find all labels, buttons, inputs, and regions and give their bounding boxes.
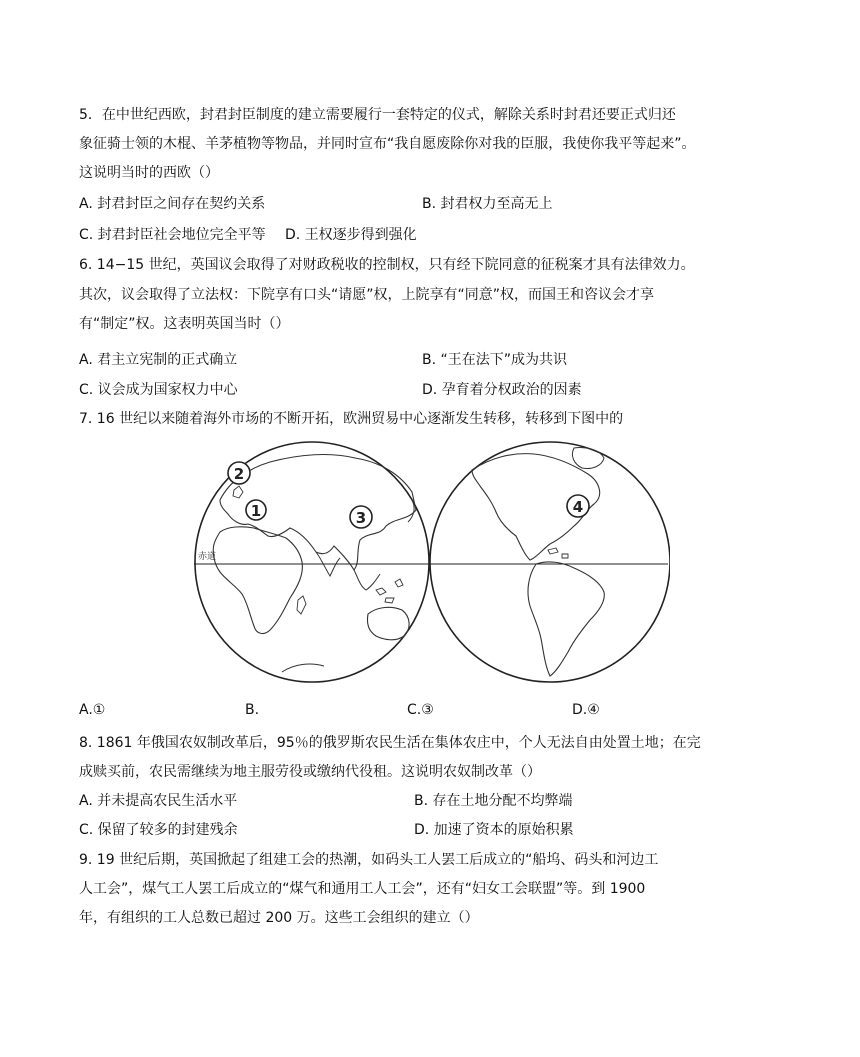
q7-option-a[interactable]: A.① [79,702,106,718]
marker-1 [246,500,266,520]
q8-option-c[interactable]: C. 保留了较多的封建残余 [79,822,238,838]
q8-stem-line-2: 成赎买前，农民需继续为地主服劳役或缴纳代役租。这说明农奴制改革（） [79,764,541,780]
q6-stem-line-2: 其次，议会取得了立法权：下院享有口头“请愿”权，上院享有“同意”权，而国王和咨议会才享 [79,287,655,303]
q8-option-d[interactable]: D. 加速了资本的原始积累 [414,822,574,838]
q7-option-b[interactable]: B. [245,702,260,718]
q9-stem-line-1: 9. 19 世纪后期，英国掀起了组建工会的热潮，如码头工人罢工后成立的“船坞、码头和河边工 [79,852,659,868]
marker-3-label: 3 [355,509,367,527]
q8-option-a[interactable]: A. 并未提高农民生活水平 [79,793,238,809]
equator-label: 赤道 [198,552,217,562]
q5-option-b[interactable]: B. 封君权力至高无上 [422,196,553,212]
world-map-figure [190,440,670,685]
q8-stem-line-1: 8. 1861 年俄国农奴制改革后，95％的俄罗斯农民生活在集体农庄中，个人无法自由处置土地；在完 [79,735,701,751]
q5-stem-line-3: 这说明当时的西欧（） [79,165,219,181]
marker-1-label: 1 [250,502,262,520]
q6-stem-line-1: 6. 14−15 世纪，英国议会取得了对财政税收的控制权，只有经下院同意的征税案才具有法律效力。 [79,257,695,273]
q8-option-b[interactable]: B. 存在土地分配不均弊端 [414,793,573,809]
q5-option-a[interactable]: A. 封君封臣之间存在契约关系 [79,196,266,212]
q6-stem-line-3: 有“制定”权。这表明英国当时（） [79,316,290,332]
q7-option-c[interactable]: C.③ [407,702,434,718]
western-hemisphere [430,442,670,682]
q9-stem-line-2: 人工会”，煤气工人罢工后成立的“煤气和通用工人工会”，还有“妇女工会联盟”等。到 1900 [79,881,646,897]
marker-4-label: 4 [572,498,584,516]
marker-4 [567,495,589,517]
q6-option-c[interactable]: C. 议会成为国家权力中心 [79,382,238,398]
q6-option-d[interactable]: D. 孕育着分权政治的因素 [422,382,582,398]
marker-2 [228,462,250,484]
q6-option-b[interactable]: B. “王在法下”成为共识 [422,352,568,368]
q5-stem-line-2: 象征骑士领的木棍、羊茅植物等物品，并同时宣布“我自愿废除你对我的臣服，我使你我平等起来”。 [79,136,696,152]
q5-option-c[interactable]: C. 封君封臣社会地位完全平等 [79,227,266,243]
q9-stem-line-3: 年，有组织的工人总数已超过 200 万。这些工会组织的建立（） [79,910,479,926]
marker-2-label: 2 [233,465,245,483]
marker-3 [350,506,372,528]
q6-option-a[interactable]: A. 君主立宪制的正式确立 [79,352,238,368]
q7-stem-line-1: 7. 16 世纪以来随着海外市场的不断开拓，欧洲贸易中心逐渐发生转移，转移到下图中的 [79,411,624,427]
q7-option-d[interactable]: D.④ [572,702,600,718]
q5-option-d[interactable]: D. 王权逐步得到强化 [285,227,417,243]
q5-stem-line-1: 5．在中世纪西欧，封君封臣制度的建立需要履行一套特定的仪式，解除关系时封君还要正式归还 [79,107,676,123]
